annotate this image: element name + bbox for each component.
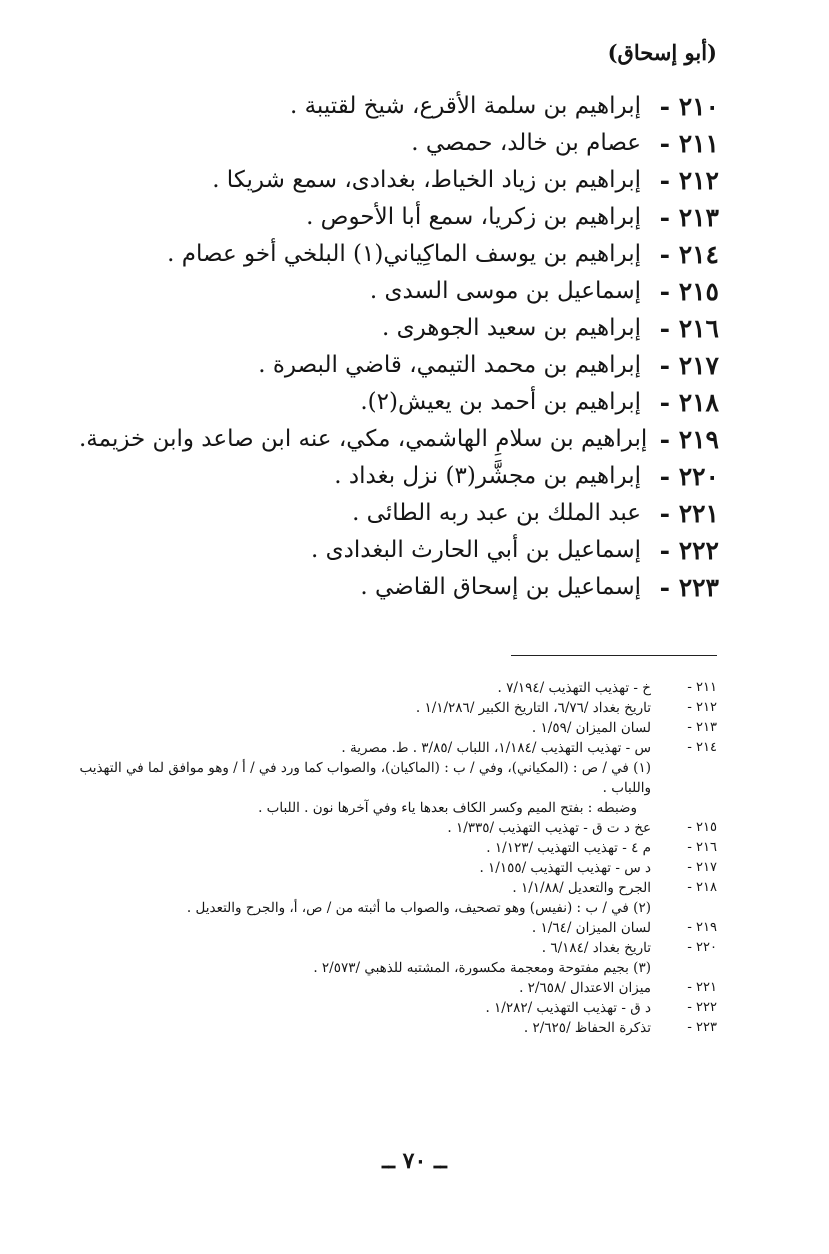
footnote-row: [77, 938, 717, 958]
footnote-number: ٢١٤ -: [687, 740, 717, 755]
list-item: [79, 125, 719, 162]
entry-number: ٢١٧ -: [659, 351, 719, 380]
footnote-text: (٣) بجيم مفتوحة ومعجمة مكسورة، المشتبه للذهبي /٢/٥٧٣ .: [313, 960, 651, 976]
footnote-row: [77, 998, 717, 1018]
footnote-row: [77, 838, 717, 858]
entry-text: إبراهيم بن أحمد بن يعيش(٢).: [360, 389, 641, 415]
list-item: [79, 273, 719, 310]
footnote-row: [77, 978, 717, 998]
footnote-number: ٢٢١ -: [687, 980, 717, 995]
footnote-row: [77, 758, 717, 798]
footnote-text: (٢) في / ب : (نفيس) وهو تصحيف، والصواب ما أثبته من / ص، أ، والجرح والتعديل .: [186, 900, 651, 916]
footnote-text: م ٤ - تهذيب التهذيب /١/١٢٣ .: [486, 840, 651, 856]
footnote-number: ٢٢٠ -: [687, 940, 717, 955]
footnote-number: ٢٢٢ -: [687, 1000, 717, 1015]
list-item: [79, 199, 719, 236]
footnote-number: ٢١٩ -: [687, 920, 717, 935]
list-item: [79, 532, 719, 569]
footnote-row: [77, 818, 717, 838]
list-item: [79, 495, 719, 532]
footnote-number: ٢٢٣ -: [687, 1020, 717, 1035]
page-number: ــ ٧٠ ــ: [382, 1148, 447, 1174]
entry-number: ٢١٥ -: [659, 277, 719, 306]
footnote-text: د ق - تهذيب التهذيب /١/٢٨٢ .: [485, 1000, 651, 1016]
footnotes: [77, 678, 717, 1038]
footnote-row: [77, 1018, 717, 1038]
entry-text: إبراهيم بن سلمة الأقرع، شيخ لقتيبة .: [289, 93, 641, 119]
entry-text: إسماعيل بن إسحاق القاضي .: [360, 574, 641, 600]
section-heading: (أبو إسحاق): [607, 40, 717, 65]
footnote-text: عخ د ت ق - تهذيب التهذيب /١/٣٣٥ .: [447, 820, 651, 836]
entry-number: ٢٢١ -: [659, 499, 719, 528]
entry-text: عصام بن خالد، حمصي .: [411, 130, 641, 156]
entry-text: إبراهيم بن سلامِ الهاشمي، مكي، عنه ابن صاعد وابن خزيمة.: [79, 426, 648, 452]
list-item: [79, 421, 719, 458]
footnote-row: [77, 918, 717, 938]
entry-number: ٢٢٠ -: [659, 462, 719, 491]
entry-number: ٢١٩ -: [659, 425, 719, 454]
list-item: [79, 347, 719, 384]
footnote-row: [77, 898, 717, 918]
list-item: [79, 162, 719, 199]
entry-number: ٢١٢ -: [659, 166, 719, 195]
footnote-row: [77, 798, 717, 818]
entry-number: ٢١٨ -: [659, 388, 719, 417]
entry-text: إبراهيم بن سعيد الجوهرى .: [381, 315, 641, 341]
entry-number: ٢٢٣ -: [659, 573, 719, 602]
footnote-number: ٢١٦ -: [687, 840, 717, 855]
footnote-row: [77, 718, 717, 738]
footnote-row: [77, 738, 717, 758]
entry-text: إبراهيم بن محمد التيمي، قاضي البصرة .: [258, 352, 641, 378]
footnote-text: لسان الميزان /١/٦٤ .: [531, 920, 651, 936]
footnote-text: س - تهذيب التهذيب /١/١٨٤، اللباب /٣/٨٥ . ط. مصرية .: [341, 740, 651, 756]
footnote-divider: [511, 655, 717, 656]
footnote-text: تاريخ بغداد /٦/٧٦، التاريخ الكبير /١/١/٢٨٦ .: [415, 700, 651, 716]
entry-number: ٢١١ -: [659, 129, 719, 158]
list-item: [79, 310, 719, 347]
entry-text: إسماعيل بن أبي الحارث البغدادى .: [311, 537, 641, 563]
footnote-text: تاريخ بغداد /٦/١٨٤ .: [541, 940, 651, 956]
footnote-number: ٢١٣ -: [687, 720, 717, 735]
entry-text: إبراهيم بن زياد الخياط، بغدادى، سمع شريكا .: [212, 167, 641, 193]
entry-number: ٢٢٢ -: [659, 536, 719, 565]
list-item: [79, 569, 719, 606]
footnote-number: ٢١٥ -: [687, 820, 717, 835]
footnote-number: ٢١٨ -: [687, 880, 717, 895]
footnote-number: ٢١٧ -: [687, 860, 717, 875]
entry-number: ٢١٣ -: [659, 203, 719, 232]
entry-number: ٢١٠ -: [659, 92, 719, 121]
entry-text: إسماعيل بن موسى السدى .: [369, 278, 641, 304]
footnote-text: تذكرة الحفاظ /٢/٦٢٥ .: [523, 1020, 651, 1036]
footnote-text: الجرح والتعديل /١/١/٨٨ .: [512, 880, 651, 896]
entry-text: إبراهيم بن زكريا، سمع أبا الأحوص .: [306, 204, 641, 230]
footnote-row: [77, 958, 717, 978]
footnote-row: [77, 878, 717, 898]
list-item: [79, 236, 719, 273]
entry-text: إبراهيم بن يوسف الماكِياني(١) البلخي أخو عصام .: [167, 241, 641, 267]
footnote-number: ٢١٢ -: [687, 700, 717, 715]
footnote-text: خ - تهذيب التهذيب /٧/١٩٤ .: [497, 680, 651, 696]
list-item: [79, 458, 719, 495]
footnote-row: [77, 678, 717, 698]
footnote-text: د س - تهذيب التهذيب /١/١٥٥ .: [479, 860, 651, 876]
footnote-row: [77, 858, 717, 878]
footnote-text: لسان الميزان /١/٥٩ .: [531, 720, 651, 736]
list-item: [79, 88, 719, 125]
footnote-text: (١) في / ص : (المكياني)، وفي / ب : (الماكيان)، والصواب كما ورد في / أ / وهو موافق لما في التهذيب واللباب .: [79, 760, 651, 796]
entry-number: ٢١٤ -: [659, 240, 719, 269]
entry-text: عبد الملك بن عبد ربه الطائى .: [352, 500, 641, 526]
entries-list: [79, 88, 719, 606]
entry-number: ٢١٦ -: [659, 314, 719, 343]
footnote-row: [77, 698, 717, 718]
footnote-number: ٢١١ -: [687, 680, 717, 695]
footnote-text: ميزان الاعتدال /٢/٦٥٨ .: [519, 980, 651, 996]
footnote-text: وضبطه : بفتح الميم وكسر الكاف بعدها ياء وفي آخرها نون . اللباب .: [258, 800, 637, 816]
entry-text: إبراهيم بن مجشَّر(٣) نزل بغداد .: [334, 463, 641, 489]
list-item: [79, 384, 719, 421]
